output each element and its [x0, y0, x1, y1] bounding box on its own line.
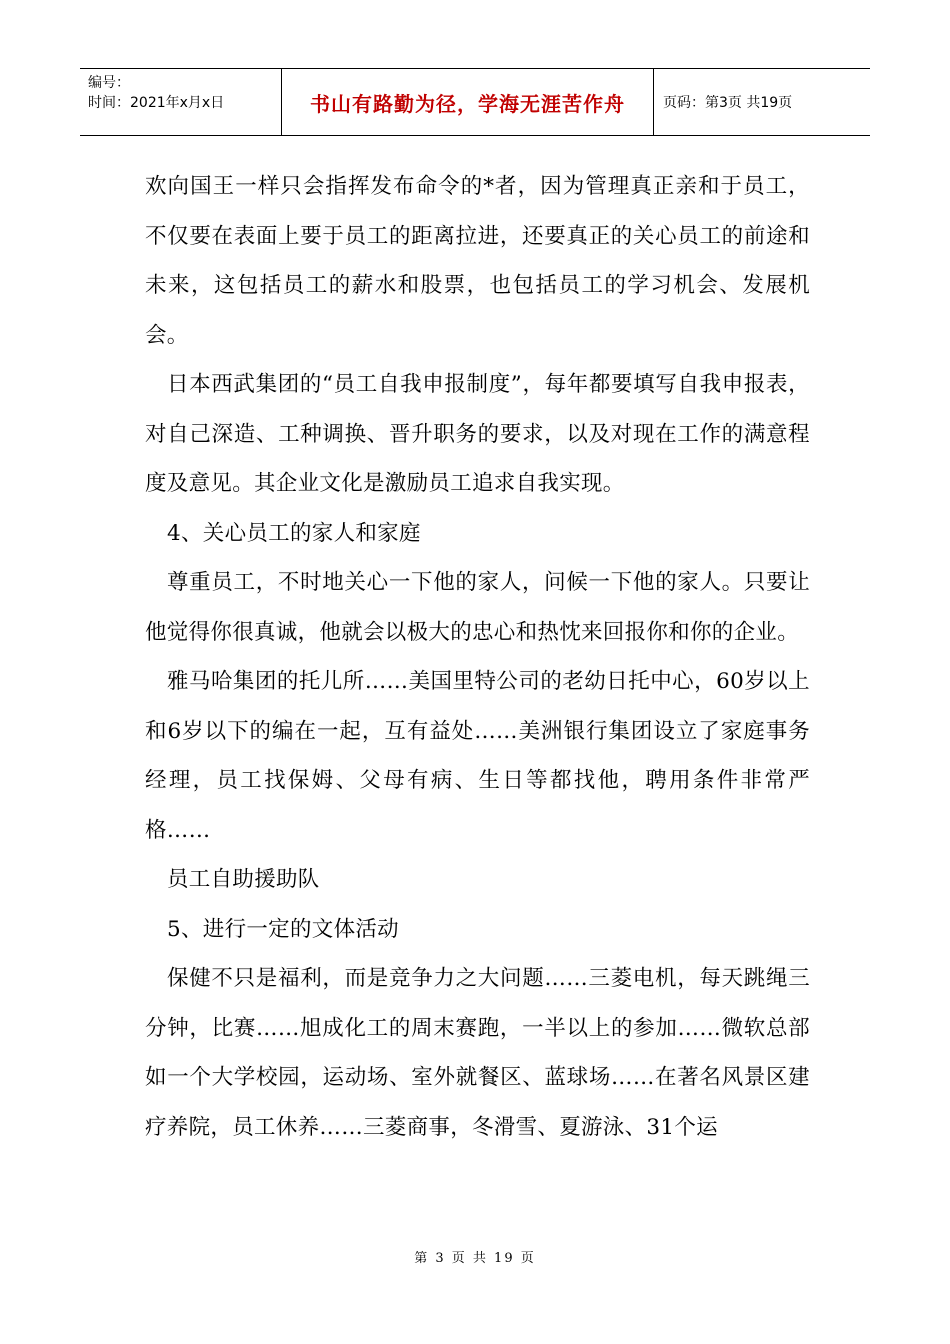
- paragraph: 日本西武集团的“员工自我申报制度”，每年都要填写自我申报表，对自己深造、工种调换、晋升职务的要求，以及对现在工作的满意程度及意见。其企业文化是激励员工追求自我实现。: [145, 372, 810, 496]
- paragraph: 尊重员工，不时地关心一下他的家人，问候一下他的家人。只要让他觉得你很真诚，他就会以极大的忠心和热忱来回报你和你的企业。: [145, 570, 810, 645]
- document-body: [145, 162, 810, 1152]
- section-heading: 5、进行一定的文体活动: [167, 916, 399, 942]
- paragraph: 雅马哈集团的托儿所……美国里特公司的老幼日托中心，60岁以上和6岁以下的编在一起，互有益处……美洲银行集团设立了家庭事务经理，员工找保姆、父母有病、生日等都找他，聘用条件非常严格……: [145, 669, 810, 843]
- doc-number-label: 编号：: [88, 75, 130, 91]
- page-footer: 第 3 页 共 19 页: [414, 1251, 536, 1266]
- doc-time-label: 时间：2021年x月x日: [88, 95, 225, 111]
- page-header: [80, 68, 870, 136]
- header-page-code: 页码：第3页 共19页: [663, 95, 793, 111]
- section-heading: 4、关心员工的家人和家庭: [167, 520, 421, 546]
- paragraph: 保健不只是福利，而是竞争力之大问题……三菱电机，每天跳绳三分钟，比赛……旭成化工的周末赛跑，一半以上的参加……微软总部如一个大学校园，运动场、室外就餐区、蓝球场……在著名风景区建疗养院，员工休养……三菱商事，冬滑雪、夏游泳、31个运: [145, 966, 810, 1140]
- header-motto: 书山有路勤为径，学海无涯苦作舟: [282, 69, 654, 135]
- paragraph: 员工自助援助队: [167, 867, 320, 892]
- paragraph: 欢向国王一样只会指挥发布命令的*者，因为管理真正亲和于员工，不仅要在表面上要于员工的距离拉进，还要真正的关心员工的前途和未来，这包括员工的薪水和股票，也包括员工的学习机会、发展机会。: [145, 174, 810, 348]
- header-meta: [80, 69, 282, 135]
